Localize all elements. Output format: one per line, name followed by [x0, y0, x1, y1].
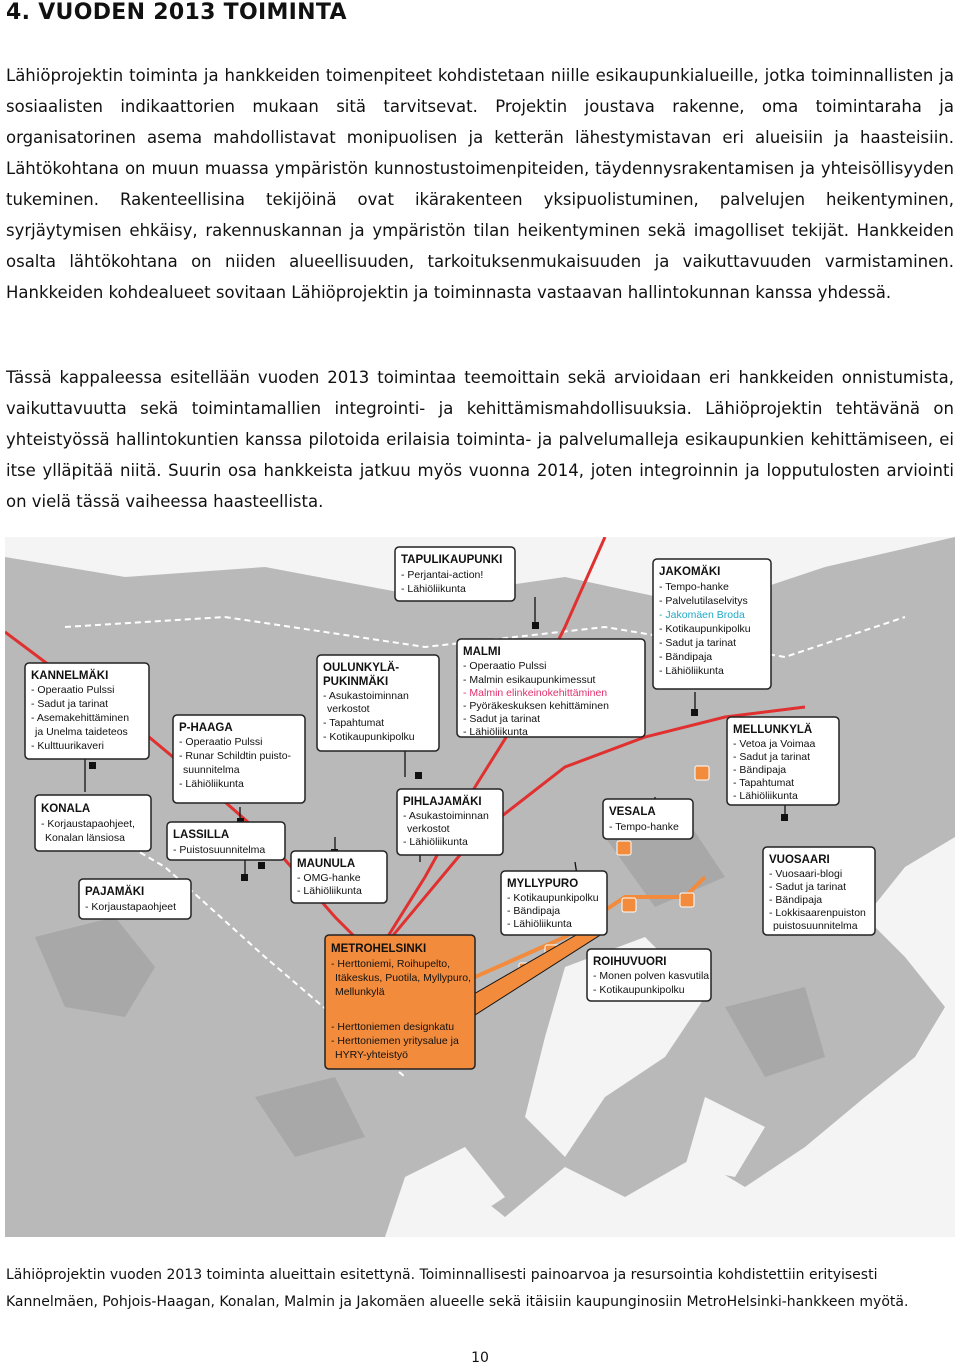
- box-myllypuro: [501, 871, 607, 935]
- box-item: - Lähiöliikunta: [733, 790, 798, 802]
- box-item: - Bändipaja: [769, 894, 823, 906]
- box-item: Konalan länsiosa: [45, 832, 125, 844]
- box-title: PIHLAJAMÄKI: [403, 796, 482, 808]
- box-item: - Operaatio Pulssi: [179, 736, 263, 748]
- box-item: - Korjaustapaohjeet: [85, 901, 177, 913]
- box-oulunkyla: [317, 655, 439, 751]
- box-mellunkyla: [727, 717, 839, 805]
- figure-caption: Lähiöprojektin vuoden 2013 toiminta alueittain esitettynä. Toiminnallisesti painoarvoa ja resursointia kohdistettiin erityisesti Kannelmäen, Pohjois-Haagan, Konalan, Malmin ja Jakomäen alueelle sekä itäisiin kaupunginosiin MetroHelsinki-hankkeen myötä.: [6, 1267, 909, 1310]
- box-item: - Jakomäen Broda: [659, 609, 745, 621]
- box-item: - Palvelutilaselvitys: [659, 595, 748, 607]
- box-item: Itäkeskus, Puotila, Myllypuro,: [335, 972, 471, 984]
- box-jakomaki: [653, 559, 771, 689]
- box-item: - Operaatio Pulssi: [31, 684, 115, 696]
- box-item: verkostot: [407, 823, 450, 835]
- box-title: ROIHUVUORI: [593, 956, 667, 968]
- box-item: verkostot: [327, 703, 370, 715]
- box-title: MALMI: [463, 646, 501, 658]
- box-title: MYLLYPURO: [507, 878, 579, 890]
- box-title: VUOSAARI: [769, 854, 830, 866]
- box-item: - Perjantai-action!: [401, 569, 484, 581]
- box-konala: [35, 795, 151, 851]
- box-item: - Herttoniemi, Roihupelto,: [331, 958, 451, 970]
- box-item: - Lähiöliikunta: [463, 726, 528, 738]
- box-item: - Asukastoiminnan: [403, 810, 489, 822]
- box-title: METROHELSINKI: [331, 943, 427, 955]
- box-title: KANNELMÄKI: [31, 670, 109, 682]
- box-title: JAKOMÄKI: [659, 566, 721, 578]
- box-item: - Lähiöliikunta: [179, 778, 244, 790]
- box-item: - Monen polven kasvutila: [593, 970, 710, 982]
- box-title: MELLUNKYLÄ: [733, 724, 813, 736]
- box-item: - Kulttuurikaveri: [31, 740, 104, 752]
- box-item: HYRY-yhteistyö: [335, 1049, 408, 1061]
- box-tapulikaupunki: [395, 547, 515, 601]
- box-item: - Kotikaupunkipolku: [507, 892, 599, 904]
- box-title: MAUNULA: [297, 858, 356, 870]
- box-p-haaga: [173, 715, 305, 803]
- box-pihlajamaki: [397, 789, 503, 855]
- box-maunula: [291, 851, 387, 903]
- box-item: - Kotikaupunkipolku: [659, 623, 751, 635]
- box-item: - Runar Schildtin puisto-: [179, 750, 292, 762]
- box-item: - Malmin elinkeinokehittäminen: [463, 687, 608, 699]
- box-item: - Sadut ja tarinat: [463, 713, 541, 725]
- box-item: - Bändipaja: [659, 651, 713, 663]
- box-item: - Vuosaari-blogi: [769, 868, 843, 880]
- box-item: - Kotikaupunkipolku: [323, 731, 415, 743]
- box-item: - Sadut ja tarinat: [733, 751, 811, 763]
- box-item: - Herttoniemen designkatu: [331, 1021, 455, 1033]
- box-item: - Lähiöliikunta: [297, 885, 362, 897]
- box-malmi: [457, 639, 645, 738]
- box-item: - Tempo-hanke: [659, 581, 729, 593]
- box-vesala: [603, 799, 693, 839]
- box-kannelmaki: [25, 663, 149, 759]
- section-heading: 4. VUODEN 2013 TOIMINTA: [6, 0, 347, 25]
- page-number: 10: [471, 1350, 489, 1366]
- box-vuosaari: [763, 847, 875, 935]
- box-pajamaki: [79, 879, 191, 919]
- box-title: VESALA: [609, 806, 656, 818]
- box-title: KONALA: [41, 803, 91, 815]
- box-title: PAJAMÄKI: [85, 886, 145, 898]
- box-item: - Lähiöliikunta: [659, 665, 724, 677]
- box-title: OULUNKYLÄ-: [323, 662, 400, 674]
- box-lassilla: [167, 822, 285, 860]
- box-item: - Operaatio Pulssi: [463, 660, 547, 672]
- box-title: PUKINMÄKI: [323, 676, 389, 688]
- box-title: TAPULIKAUPUNKI: [401, 554, 503, 566]
- box-item: - Korjaustapaohjeet,: [41, 818, 135, 830]
- box-item: puistosuunnitelma: [773, 920, 858, 932]
- box-item: - Kotikaupunkipolku: [593, 984, 685, 996]
- box-item: - Vetoa ja Voimaa: [733, 738, 816, 750]
- box-roihuvuori: [587, 949, 711, 1001]
- box-item: - Lähiöliikunta: [401, 583, 466, 595]
- box-item: Mellunkylä: [335, 986, 385, 998]
- box-title: LASSILLA: [173, 829, 230, 841]
- box-item: - Asukastoiminnan: [323, 690, 409, 702]
- box-item: - Tapahtumat: [323, 717, 385, 729]
- box-item: ja Unelma taideteos: [35, 726, 128, 738]
- box-item: - Lähiöliikunta: [403, 836, 468, 848]
- box-item: - Malmin esikaupunkimessut: [463, 674, 596, 686]
- box-item: - Tapahtumat: [733, 777, 795, 789]
- second-paragraph: Tässä kappaleessa esitellään vuoden 2013 toimintaa teemoittain sekä arvioidaan eri hankkeiden onnistumista, vaikuttavuutta sekä toimintamallien integrointi- ja kehittämismahdollisuuksia. Lähiöprojektin tehtävänä on yhteistyössä hallintokuntien kanssa pilotoida erilaisia toiminta- ja palvelumalleja esikaupunkien kehittämiseen, ei itse ylläpitää niitä. Suurin osa hankkeista jatkuu myös vuonna 2014, joten integroinnin ja lopputulosten arviointi on vielä tässä vaiheessa haasteellista.: [6, 368, 954, 511]
- box-item: - Sadut ja tarinat: [769, 881, 847, 893]
- box-item: - Bändipaja: [507, 905, 561, 917]
- intro-paragraph: Lähiöprojektin toiminta ja hankkeiden toimenpiteet kohdistetaan niille esikaupunkialueille, jotka toiminnallisten ja sosiaalisten indikaattorien mukaan sitä tarvitsevat. Projektin joustava rakenne, oma toimintaraha ja organisatorinen asema mahdollistavat monipuolisen ja ketterän lähestymistavan eri alueisiin ja haasteisiin. Lähtökohtana on muun muassa ympäristön kunnostustoimenpiteiden, täydennysrakentamisen ja yhteisöllisyyden tukeminen. Rakenteellisina tekijöinä ovat ikärakenteen yksipuolistuminen, palvelujen heikentyminen, syrjäytymisen ehkäisy, rakennuskannan ja ympäristön tilan heikentyminen sekä imagolliset tekijät. Hankkeiden osalta lähtökohtana on niiden alueellisuuden, tarkoituksenmukaisuuden ja vaikuttavuuden varmistaminen. Hankkeiden kohdealueet sovitaan Lähiöprojektin ja toiminnasta vastaavan hallintokunnan kanssa yhdessä.: [6, 66, 954, 302]
- box-item: - Asemakehittäminen: [31, 712, 130, 724]
- box-item: - Lähiöliikunta: [507, 918, 572, 930]
- box-title: P-HAAGA: [179, 722, 233, 734]
- box-item: - Pyöräkeskuksen kehittäminen: [463, 700, 609, 712]
- box-item: suunnitelma: [183, 764, 240, 776]
- area-map: [5, 537, 955, 1237]
- box-item: - Sadut ja tarinat: [659, 637, 737, 649]
- box-item: - Sadut ja tarinat: [31, 698, 109, 710]
- box-item: - Bändipaja: [733, 764, 787, 776]
- box-item: - Lokkisaarenpuiston: [769, 907, 866, 919]
- box-item: - OMG-hanke: [297, 872, 361, 884]
- box-metrohelsinki: [325, 935, 475, 1069]
- box-item: - Tempo-hanke: [609, 821, 679, 833]
- box-item: - Puistosuunnitelma: [173, 844, 266, 856]
- box-item: - Herttoniemen yritysalue ja: [331, 1035, 459, 1047]
